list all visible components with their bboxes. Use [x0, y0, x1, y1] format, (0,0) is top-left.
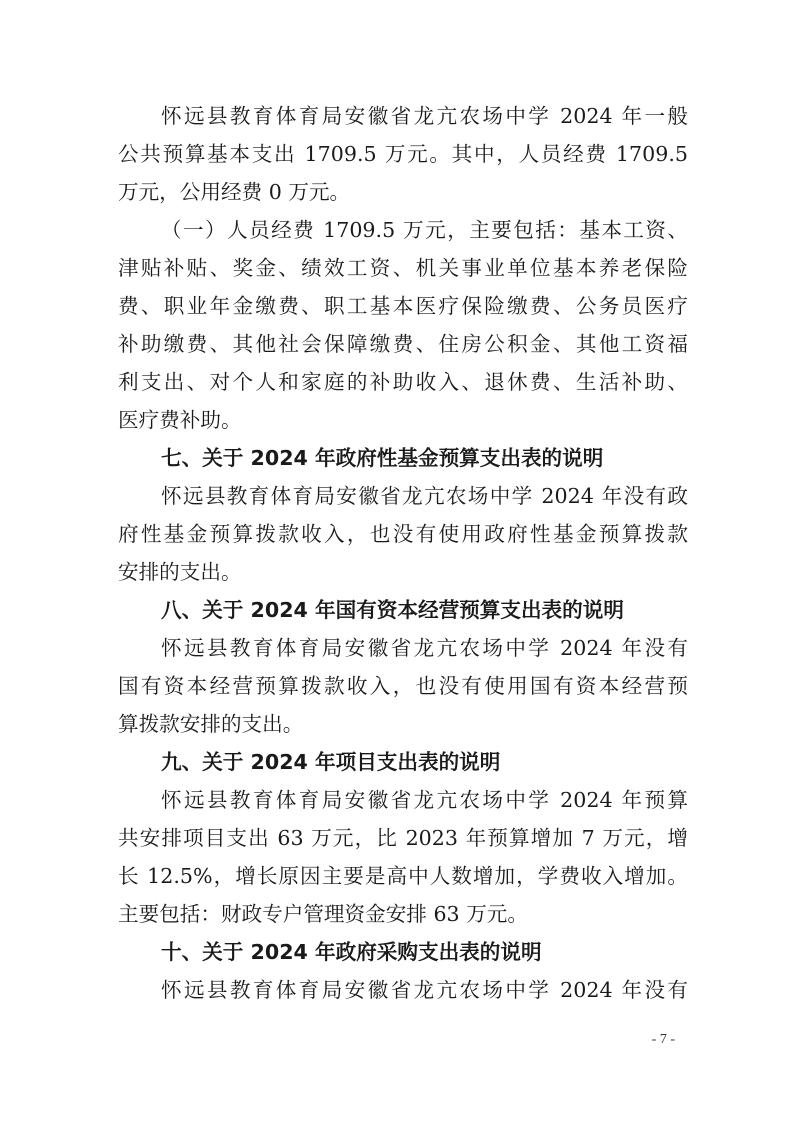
text-line: 公共预算基本支出 1709.5 万元。其中，人员经费 1709.5	[118, 142, 688, 166]
page-number: - 7 -	[651, 1032, 675, 1047]
text-line: 国有资本经营预算拨款收入，也没有使用国有资本经营预	[118, 674, 688, 698]
text-line: 府性基金预算拨款收入，也没有使用政府性基金预算拨款	[118, 522, 688, 546]
text-line: 医疗费补助。	[118, 408, 242, 432]
text-line: 怀远县教育体育局安徽省龙亢农场中学 2024 年没有	[161, 636, 688, 660]
text-line: 安排的支出。	[118, 560, 242, 584]
text-line: 主要包括：财政专户管理资金安排 63 万元。	[118, 902, 528, 926]
text-line: 津贴补贴、奖金、绩效工资、机关事业单位基本养老保险	[118, 256, 688, 280]
text-line: 长 12.5%，增长原因主要是高中人数增加，学费收入增加。	[118, 864, 688, 888]
text-line: 算拨款安排的支出。	[118, 712, 304, 736]
text-line: 利支出、对个人和家庭的补助收入、退休费、生活补助、	[118, 370, 688, 394]
section-heading: 八、关于 2024 年国有资本经营预算支出表的说明	[161, 598, 624, 622]
section-heading: 九、关于 2024 年项目支出表的说明	[161, 750, 501, 774]
section-heading: 十、关于 2024 年政府采购支出表的说明	[161, 940, 542, 964]
text-line: 怀远县教育体育局安徽省龙亢农场中学 2024 年没有	[161, 978, 688, 1002]
text-line: 万元，公用经费 0 万元。	[118, 180, 351, 204]
text-line: 共安排项目支出 63 万元，比 2023 年预算增加 7 万元，增	[118, 826, 688, 850]
text-line: 怀远县教育体育局安徽省龙亢农场中学 2024 年没有政	[161, 484, 688, 508]
text-line: 补助缴费、其他社会保障缴费、住房公积金、其他工资福	[118, 332, 688, 356]
text-line: 怀远县教育体育局安徽省龙亢农场中学 2024 年一般	[161, 104, 688, 128]
text-line: 怀远县教育体育局安徽省龙亢农场中学 2024 年预算	[161, 788, 688, 812]
section-heading: 七、关于 2024 年政府性基金预算支出表的说明	[161, 446, 604, 470]
text-line: （一）人员经费 1709.5 万元，主要包括：基本工资、	[161, 218, 688, 242]
text-line: 费、职业年金缴费、职工基本医疗保险缴费、公务员医疗	[118, 294, 688, 318]
